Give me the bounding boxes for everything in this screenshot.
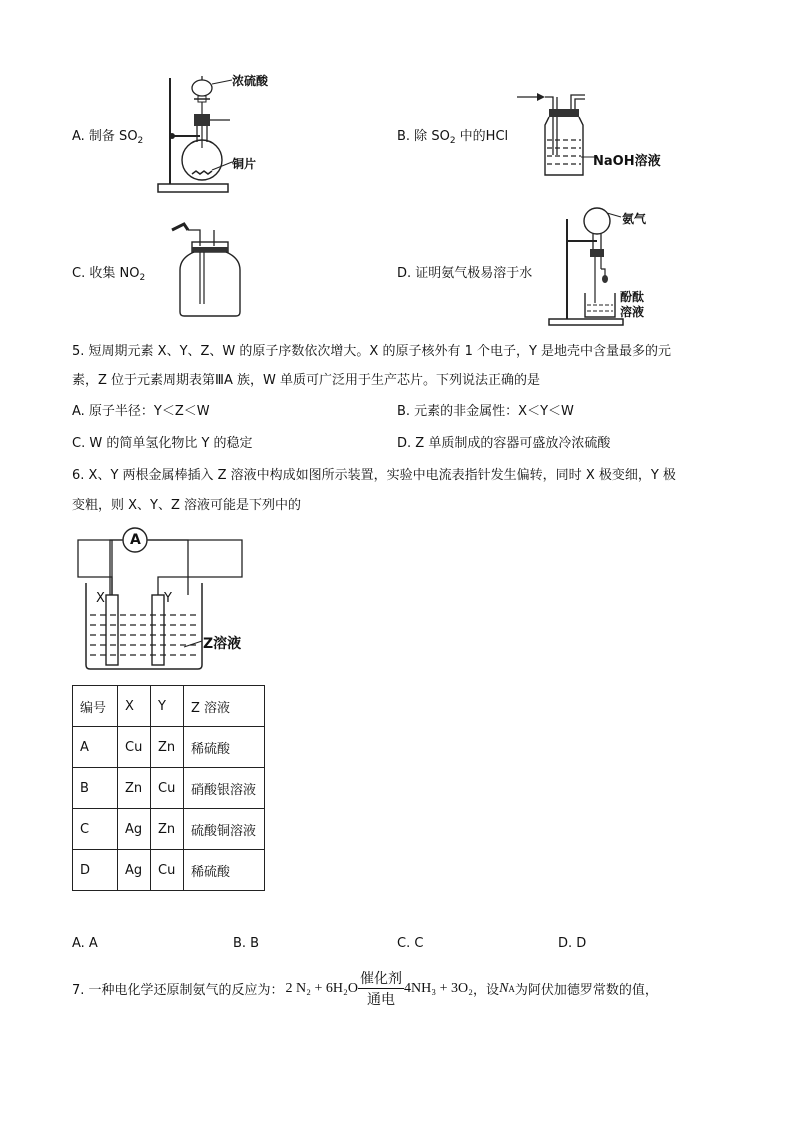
label-copper-sheet: 铜片 bbox=[232, 157, 257, 171]
label-solution: 溶液 bbox=[620, 305, 645, 319]
table-cell: B bbox=[73, 768, 118, 809]
q5-option-b[interactable]: B. 元素的非金属性：X＜Y＜W bbox=[397, 404, 574, 419]
q7-stem bbox=[72, 968, 658, 1009]
table-row bbox=[73, 768, 265, 809]
table-cell: 稀硫酸 bbox=[184, 850, 265, 891]
q6-option-c[interactable]: C. C bbox=[397, 936, 424, 951]
q7-suffix-a: ，设 bbox=[473, 983, 500, 998]
q4-option-b-subscript: 2 bbox=[449, 136, 456, 146]
apparatus-a-figure bbox=[150, 70, 300, 200]
table-cell: 稀硫酸 bbox=[184, 727, 265, 768]
q4-option-a-prefix: A. 制备 SO bbox=[72, 129, 138, 144]
q7-avogadro-symbol: N bbox=[499, 980, 509, 996]
q4-option-d[interactable] bbox=[397, 262, 532, 281]
label-electrode-y: Y bbox=[164, 591, 172, 606]
label-phenolphthalein: 酚酞 bbox=[620, 290, 645, 304]
table-cell: A bbox=[73, 727, 118, 768]
table-row bbox=[73, 809, 265, 850]
label-ammonia: 氨气 bbox=[622, 212, 647, 226]
q5-stem-line-2: 素，Z 位于元素周期表第ⅢA 族，W 单质可广泛用于生产芯片。下列说法正确的是 bbox=[72, 373, 541, 388]
q4-option-c[interactable] bbox=[72, 262, 145, 283]
label-z-solution: Z溶液 bbox=[203, 636, 242, 652]
label-naoh-solution: NaOH溶液 bbox=[593, 154, 661, 169]
q4-option-a[interactable] bbox=[72, 125, 143, 146]
q4-option-b-suffix: 中的HCl bbox=[455, 129, 509, 144]
q7-equation-rhs: 4NH₃ + 3O₂ bbox=[404, 980, 474, 996]
table-cell: Zn bbox=[118, 768, 151, 809]
table-header-cell: Z 溶液 bbox=[184, 686, 265, 727]
q7-equation-lhs: 2 N₂ + 6H₂O bbox=[285, 980, 359, 996]
q5-option-c[interactable]: C. W 的简单氢化物比 Y 的稳定 bbox=[72, 436, 253, 451]
label-electrode-x: X bbox=[96, 591, 105, 606]
table-cell: Zn bbox=[151, 809, 184, 850]
table-header-cell: X bbox=[118, 686, 151, 727]
table-cell: Cu bbox=[151, 850, 184, 891]
q5-option-d[interactable]: D. Z 单质制成的容器可盛放冷浓硫酸 bbox=[397, 436, 611, 451]
table-cell: Cu bbox=[118, 727, 151, 768]
ammeter-symbol: A bbox=[130, 532, 141, 548]
q4-option-d-text: D. 证明氨气极易溶于水 bbox=[397, 266, 533, 281]
label-concentrated-sulfuric-acid: 浓硫酸 bbox=[232, 74, 269, 88]
q7-suffix-b: 为阿伏加德罗常数的值， bbox=[514, 983, 658, 998]
q4-option-b[interactable] bbox=[397, 125, 508, 146]
q7-prefix: 7. 一种电化学还原制氨气的反应为： bbox=[72, 983, 284, 998]
table-header-row bbox=[73, 686, 265, 727]
q4-option-c-prefix: C. 收集 NO bbox=[72, 266, 140, 281]
q4-option-b-prefix: B. 除 SO bbox=[397, 129, 450, 144]
q7-condition-electrolysis: 通电 bbox=[367, 992, 396, 1008]
q4-option-c-subscript: 2 bbox=[139, 273, 146, 283]
table-header-cell: 编号 bbox=[73, 686, 118, 727]
table-cell: Ag bbox=[118, 809, 151, 850]
q7-avogadro-subscript: A bbox=[508, 983, 515, 994]
table-cell: C bbox=[73, 809, 118, 850]
q6-stem-line-2: 变粗，则 X、Y、Z 溶液可能是下列中的 bbox=[72, 498, 302, 513]
table-row bbox=[73, 850, 265, 891]
q6-option-a[interactable]: A. A bbox=[72, 936, 98, 951]
q6-option-d[interactable]: D. D bbox=[558, 936, 587, 951]
table-cell: Ag bbox=[118, 850, 151, 891]
q7-condition-catalyst: 催化剂 bbox=[358, 968, 404, 989]
q6-stem-line-1: 6. X、Y 两根金属棒插入 Z 溶液中构成如图所示装置，实验中电流表指针发生偏转，同时 X 极变细，Y 极 bbox=[72, 468, 676, 483]
table-cell: Cu bbox=[151, 768, 184, 809]
table-cell: D bbox=[73, 850, 118, 891]
table-row bbox=[73, 727, 265, 768]
q4-option-a-subscript: 2 bbox=[137, 136, 144, 146]
q6-options-table bbox=[72, 685, 265, 891]
table-cell: 硝酸银溶液 bbox=[184, 768, 265, 809]
q6-option-b[interactable]: B. B bbox=[233, 936, 260, 951]
q5-option-a[interactable]: A. 原子半径：Y＜Z＜W bbox=[72, 404, 210, 419]
table-cell: Zn bbox=[151, 727, 184, 768]
q7-reaction-conditions bbox=[358, 968, 404, 1009]
apparatus-c-figure bbox=[170, 220, 250, 320]
table-header-cell: Y bbox=[151, 686, 184, 727]
q5-stem-line-1: 5. 短周期元素 X、Y、Z、W 的原子序数依次增大。X 的原子核外有 1 个电子，Y 是地壳中含量最多的元 bbox=[72, 344, 672, 359]
table-cell: 硫酸铜溶液 bbox=[184, 809, 265, 850]
